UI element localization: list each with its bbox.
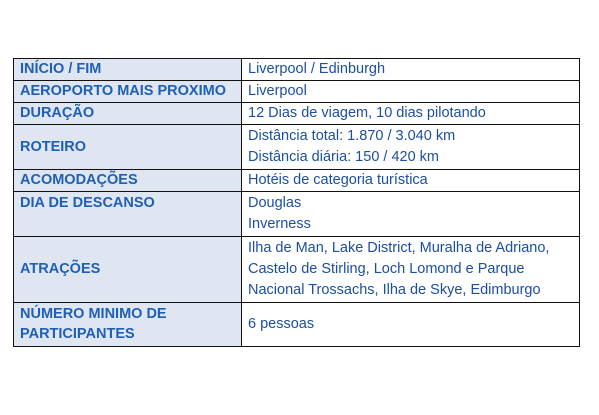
table-row (14, 237, 580, 303)
value-line: Liverpool (248, 83, 307, 99)
row-value-rest-day (242, 192, 580, 237)
row-label-nearest-airport: AEROPORTO MAIS PROXIMO (14, 81, 242, 103)
row-value-accommodation (242, 170, 580, 192)
row-label-start-end: INÍCIO / FIM (14, 59, 242, 81)
row-label-attractions: ATRAÇÕES (14, 237, 242, 303)
table-row (14, 170, 580, 192)
table-row (14, 59, 580, 81)
value-line: Inverness (248, 216, 311, 232)
row-label-rest-day: DIA DE DESCANSO (14, 192, 242, 237)
table-row (14, 125, 580, 170)
row-label-accommodation: ACOMODAÇÕES (14, 170, 242, 192)
table-row (14, 192, 580, 237)
row-label-duration: DURAÇÃO (14, 103, 242, 125)
value-line: 6 pessoas (248, 316, 315, 332)
value-line: Liverpool / Edinburgh (248, 61, 386, 77)
row-label-route: ROTEIRO (14, 125, 242, 170)
row-value-duration (242, 103, 580, 125)
value-line: 12 Dias de viagem, 10 dias pilotando (248, 105, 486, 121)
value-line: Douglas (248, 195, 302, 211)
row-value-attractions (242, 237, 580, 303)
row-label-minimum-participants: NÚMERO MINIMO DE PARTICIPANTES (14, 303, 242, 347)
value-line: Ilha de Man, Lake District, Muralha de Adriano, Castelo de Stirling, Loch Lomond e Parque Nacional Trossachs, Ilha de Skye, Edimburgo (248, 240, 550, 298)
tour-info-table (13, 58, 580, 347)
row-value-route (242, 125, 580, 170)
table-row (14, 81, 580, 103)
value-line: Hotéis de categoria turística (248, 172, 428, 188)
value-line: Distância total: 1.870 / 3.040 km (248, 128, 456, 144)
row-value-minimum-participants (242, 303, 580, 347)
table-row (14, 303, 580, 347)
value-line: Distância diária: 150 / 420 km (248, 149, 440, 165)
row-value-nearest-airport (242, 81, 580, 103)
row-value-start-end (242, 59, 580, 81)
table-row (14, 103, 580, 125)
